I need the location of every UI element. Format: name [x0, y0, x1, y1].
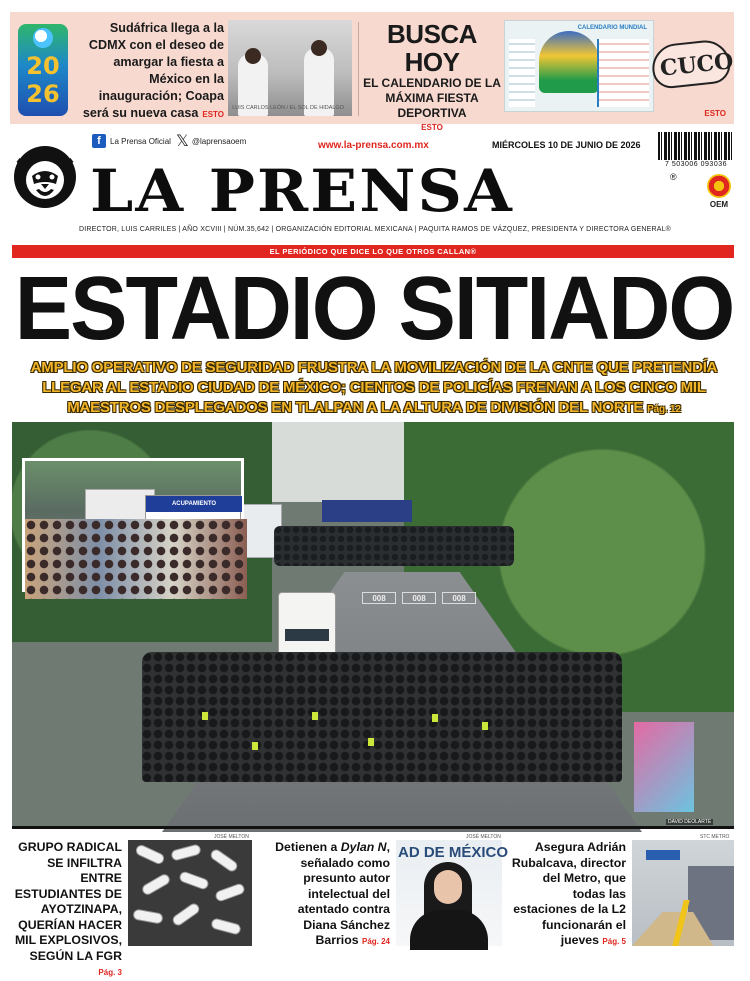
- main-deck-page-ref[interactable]: Pág. 12: [647, 404, 681, 415]
- story-metro-text: Asegura Adrián Rubalcava, director del Metro, que todas las estaciones de la L2 funcionarán el jueves: [511, 840, 626, 947]
- facebook-link[interactable]: [92, 134, 171, 148]
- calendar-thumbnail: [504, 20, 654, 112]
- police-vest: [252, 742, 258, 750]
- police-vest: [202, 712, 208, 720]
- photo-bottom-rule: [12, 826, 734, 829]
- facebook-icon: f: [92, 134, 106, 148]
- explosive-stick: [215, 883, 244, 901]
- story-dylan-name: Dylan N: [340, 840, 387, 854]
- story-dylan-text-post: , señalado como presunto autor intelectual del atentado contra Diana Sánchez Barrios: [297, 840, 390, 947]
- truck-windshield: [285, 629, 329, 641]
- busca-hoy-title: BUSCA HOY: [387, 19, 477, 77]
- promo-story-text: Sudáfrica llega a la CDMX con el deseo de amargar la fiesta a México en la inauguración; Coapa será su nueva casa: [82, 21, 224, 120]
- player-head: [245, 48, 261, 64]
- lion-logo-icon: [12, 140, 78, 214]
- oem-label: OEM: [709, 200, 729, 209]
- story-dylan-n[interactable]: [262, 840, 390, 950]
- x-link[interactable]: [176, 131, 247, 150]
- busca-hoy-subtitle: EL CALENDARIO DE LA MÁXIMA FIESTA DEPORTIVA: [363, 76, 501, 120]
- promo-right-source: ESTO: [704, 109, 726, 118]
- story-dylan-photo-credit: JOSÉ MELTON: [466, 834, 501, 840]
- lane-mark: 008: [362, 592, 396, 604]
- story-metro-photo-credit: STC METRO: [700, 834, 730, 840]
- website-link[interactable]: www.la-prensa.com.mx: [318, 140, 429, 151]
- inset-crowd: [25, 519, 247, 599]
- police-vest: [482, 722, 488, 730]
- cuco-cartoon-text: CUCO: [658, 48, 735, 82]
- x-handle: @laprensaoem: [191, 136, 247, 146]
- story-ayotzinapa-photo: [128, 840, 252, 946]
- issue-date: MIÉRCOLES 10 DE JUNIO DE 2026: [492, 140, 641, 150]
- soccer-ball-icon: [33, 28, 53, 48]
- calendar-players-art: [539, 31, 599, 93]
- metro-sign: [646, 850, 680, 860]
- explosive-stick: [211, 919, 240, 935]
- story-metro-l2[interactable]: [510, 840, 626, 950]
- barcode-number: 7 503006 093036: [665, 161, 727, 168]
- slogan-bar: EL PERIÓDICO QUE DICE LO QUE OTROS CALLAN®: [12, 245, 734, 258]
- calendar-label: CALENDARIO MUNDIAL: [577, 25, 647, 31]
- promo-players-photo: [228, 20, 352, 116]
- newspaper-title[interactable]: LA PRENSA: [90, 157, 514, 225]
- story-ayotzinapa-page-ref[interactable]: Pág. 3: [98, 968, 122, 977]
- main-deck-text: AMPLIO OPERATIVO DE SEGURIDAD FRUSTRA LA MOVILIZACIÓN DE LA CNTE QUE PRETENDÍA LLEGAR AL ESTADIO CIUDAD DE MÉXICO; CIENTOS DE POLICÍAS FRENAN A LOS CINCO MIL MAESTROS DESPLEGADOS EN TLALPAN A LA ALTURA DE DIVISIÓN DEL NORTE: [30, 359, 718, 416]
- photo-police-line-far: [274, 526, 514, 566]
- police-vest: [368, 738, 374, 746]
- explosive-stick: [133, 910, 162, 924]
- explosive-stick: [135, 845, 164, 865]
- promo-calendar-callout[interactable]: [362, 20, 502, 132]
- logo-year-bottom: 26: [26, 80, 60, 108]
- promo-banner: [10, 12, 735, 132]
- story-metro-page-ref[interactable]: Pág. 5: [602, 937, 626, 946]
- photo-lane-marks: [362, 588, 512, 602]
- masthead-credits: DIRECTOR, LUIS CARRILES | AÑO XCVIII | NÚM.35,642 | ORGANIZACIÓN EDITORIAL MEXICANA | PAQUITA RAMOS DE VÁZQUEZ, PRESIDENTA Y DIRECTORA GENERAL®: [78, 226, 672, 233]
- story-ayotzinapa-photo-credit: JOSÉ MELTON: [214, 834, 249, 840]
- facebook-handle: La Prensa Oficial: [110, 136, 171, 146]
- calendar-grid-right: [597, 39, 649, 107]
- inset-photo-protesters: [22, 458, 244, 592]
- x-icon: 𝕏: [176, 131, 189, 150]
- inset-bus-text: ACUPAMIENTO: [146, 496, 242, 512]
- promo-photo-caption: LUIS CARLOS LEÓN / EL SOL DE HIDALGO: [232, 105, 344, 111]
- main-headline[interactable]: ESTADIO SITIADO: [14, 257, 734, 359]
- story-dylan-photo: [396, 840, 509, 946]
- photo-police-line-near: [142, 652, 622, 782]
- explosive-stick: [171, 845, 200, 861]
- explosive-stick: [210, 849, 238, 872]
- main-deck: [12, 358, 736, 420]
- portrait-body: [410, 910, 488, 950]
- story-ayotzinapa-text: GRUPO RADICAL SE INFILTRA ENTRE ESTUDIANTES DE AYOTZINAPA, QUERÍAN HACER MIL EXPLOSIVOS, SEGÚN LA FGR: [14, 840, 122, 963]
- lane-mark: 008: [442, 592, 476, 604]
- photo-mural-wall: [634, 722, 694, 812]
- world-cup-2026-logo: [18, 24, 68, 116]
- busca-hoy-source: ESTO: [421, 123, 443, 132]
- player-head: [311, 40, 327, 56]
- oem-logo: [704, 174, 734, 214]
- registered-mark: ®: [670, 172, 677, 182]
- explosive-stick: [179, 871, 208, 889]
- portrait-face: [434, 870, 462, 904]
- story-dylan-photo-backdrop: AD DE MÉXICO: [398, 844, 509, 861]
- oem-sun-icon: [707, 174, 731, 198]
- main-photo-credit: DAVID DEOLARTE: [668, 819, 712, 825]
- police-vest: [432, 714, 438, 722]
- cuco-cartoon: [650, 26, 735, 98]
- calendar-grid-left: [509, 39, 535, 107]
- story-ayotzinapa[interactable]: [10, 840, 122, 981]
- story-dylan-page-ref[interactable]: Pág. 24: [361, 937, 390, 946]
- barcode-icon: [658, 132, 734, 160]
- promo-story-sudafrica[interactable]: [76, 20, 224, 123]
- promo-divider: [358, 22, 359, 116]
- police-vest: [312, 712, 318, 720]
- story-dylan-text-pre: Detienen a: [275, 840, 341, 854]
- explosive-stick: [142, 874, 171, 896]
- explosive-stick: [172, 903, 200, 926]
- logo-year-top: 20: [26, 52, 60, 80]
- lane-mark: 008: [402, 592, 436, 604]
- story-metro-photo: [632, 840, 734, 946]
- promo-story-source: ESTO: [202, 110, 224, 119]
- photo-blue-banner: [322, 500, 412, 522]
